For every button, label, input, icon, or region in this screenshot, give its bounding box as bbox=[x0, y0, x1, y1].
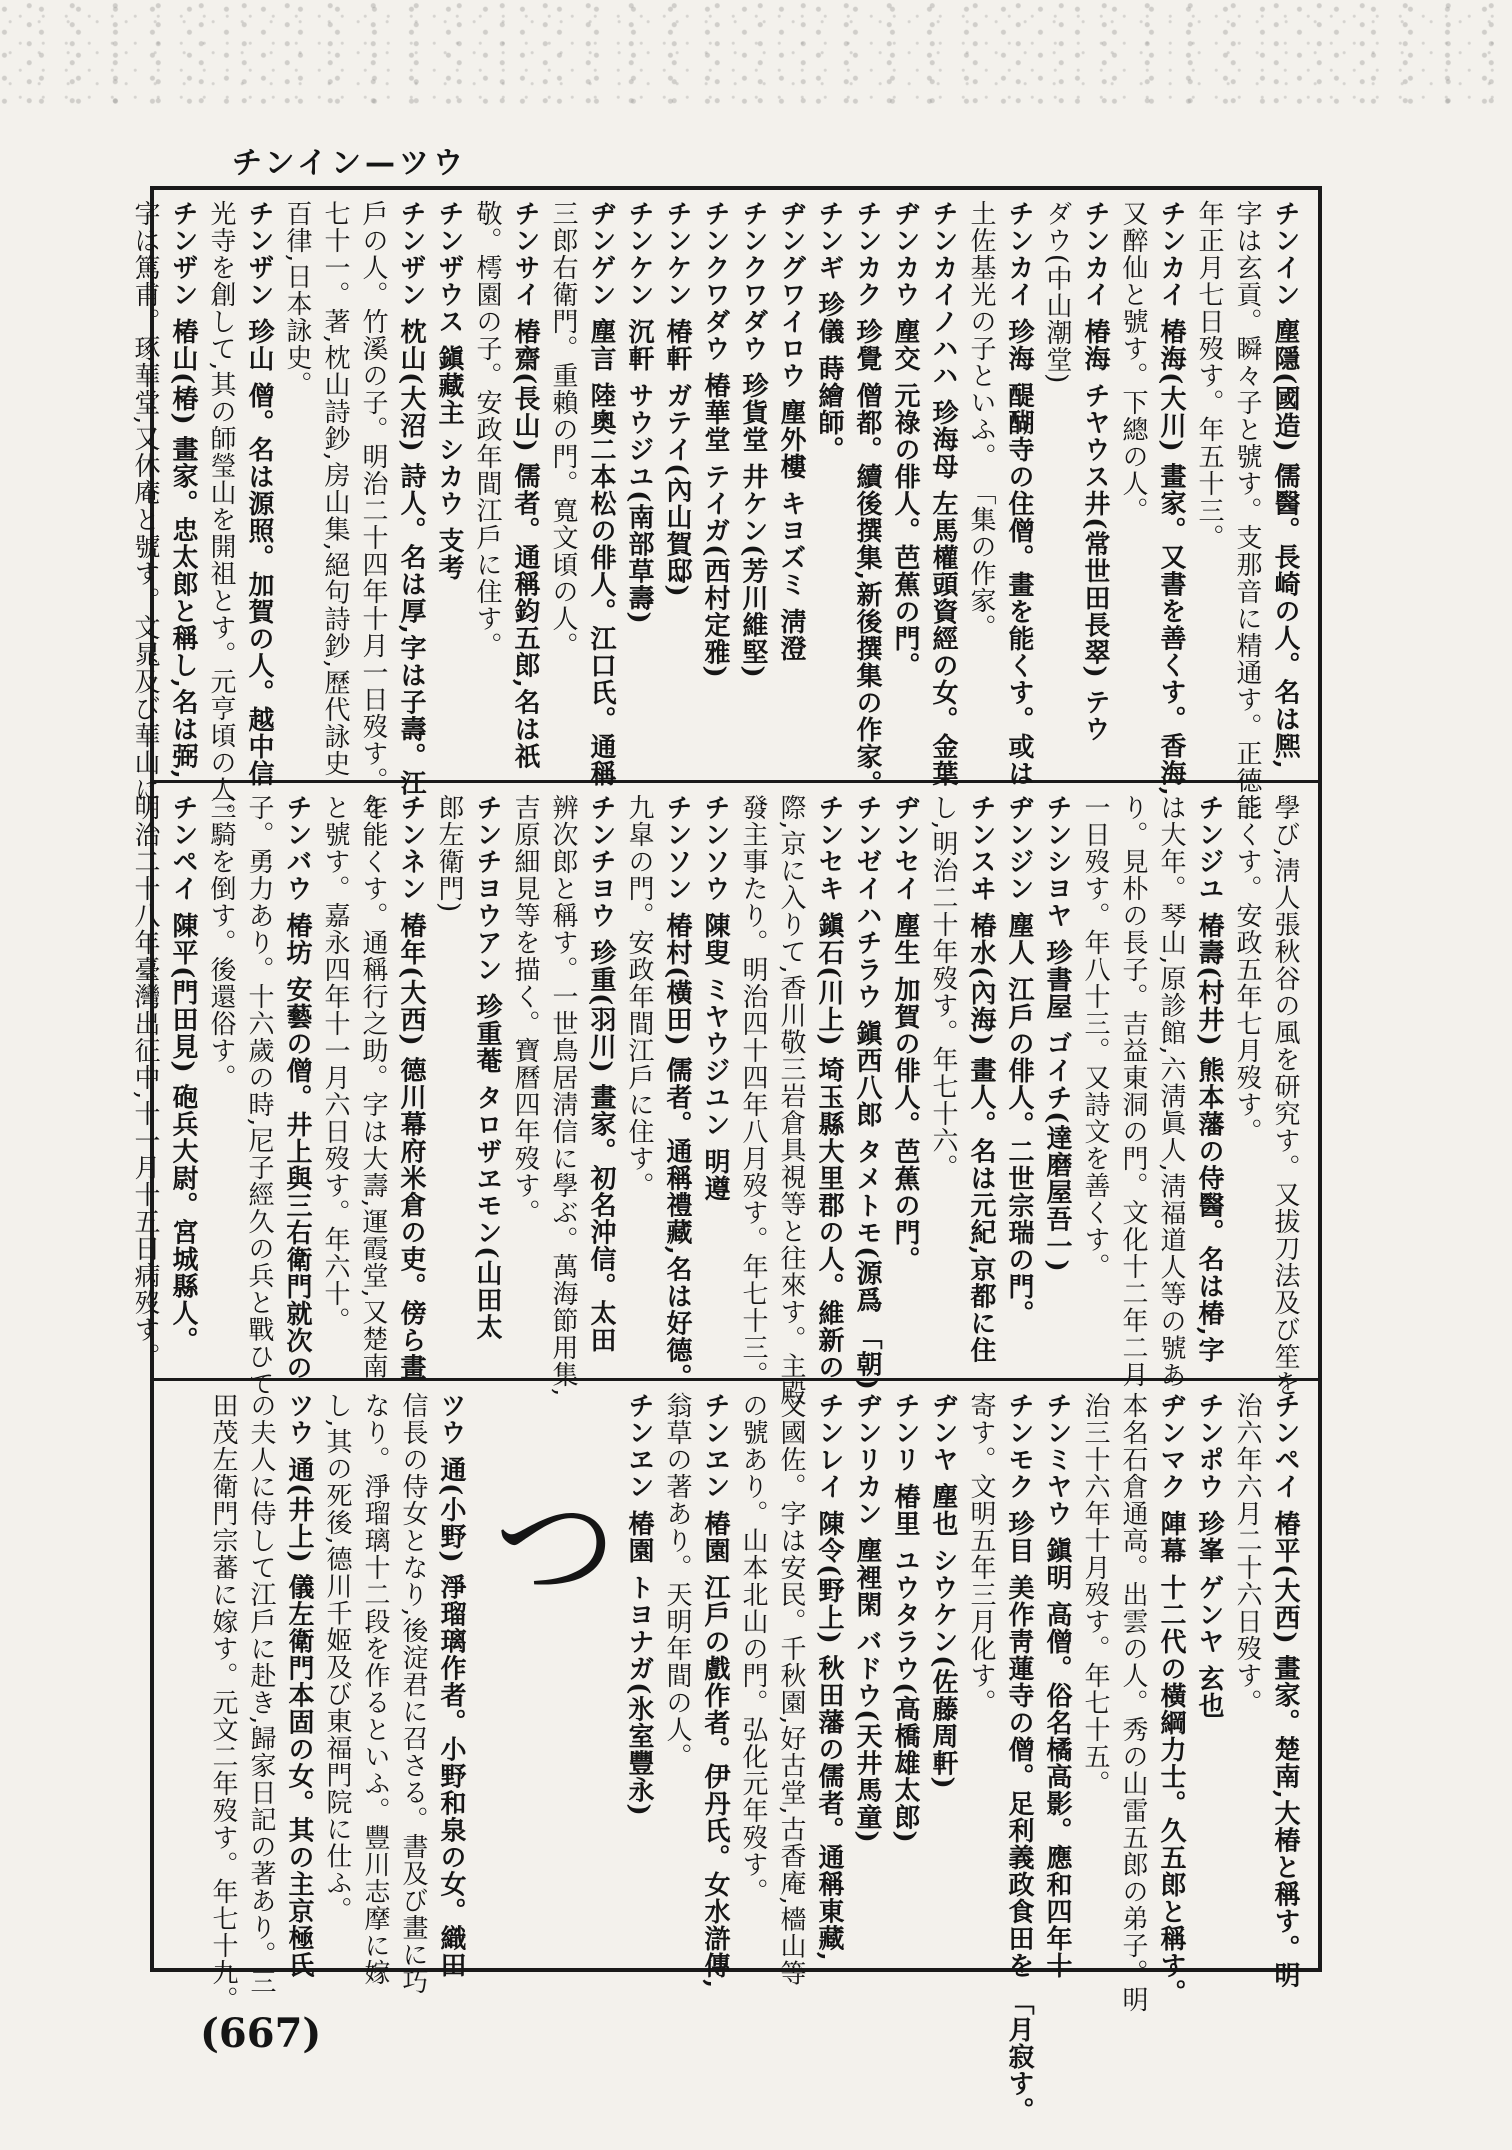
entry-column: を能くす。通稱行之助。字は大壽,運霞堂,又楚南 bbox=[358, 794, 388, 1380]
entry-column: ヂンマク 陣幕 十二代の橫綱力士。久五郎と稱す。 bbox=[1156, 1392, 1186, 2007]
entry-column: 本名石倉通高。出雲の人。秀の山雷五郎の弟子。明 bbox=[1118, 1392, 1148, 2013]
entry-column: チンペイ 椿平(大西) 畫家。楚南,大椿と稱す。明 bbox=[1270, 1392, 1300, 1989]
entry-column: チンモク 珍目 美作靑蓮寺の僧。足利義政食田を 「月寂す。 bbox=[1004, 1392, 1034, 2125]
entry-column: チンポウ 珍峯 ゲンヤ 玄也 bbox=[1194, 1392, 1224, 1720]
entry-column: チンケン 沉軒 サウジユ(南部草壽) bbox=[624, 200, 654, 625]
entry-column: チンカイ 珍海 醍醐寺の住僧。畫を能くす。或は bbox=[1004, 200, 1034, 788]
entry-column: 學び,淸人張秋谷の風を研究す。又拔刀法及び笙を bbox=[1270, 794, 1300, 1398]
entry-column: 一日歿す。年八十三。又詩文を善くす。 bbox=[1080, 794, 1110, 1280]
entry-column: ヂンリカン 塵裡閑 バドウ(天井馬童) bbox=[852, 1392, 882, 1844]
band-divider-1 bbox=[150, 780, 1322, 783]
entry-column: ツウ 通(井上) 儀左衛門本固の女。其の主京極氏 bbox=[284, 1392, 314, 1979]
entry-column: チンザン 枕山(大沼) 詩人。名は厚,字は子壽。江 bbox=[396, 200, 426, 797]
entry-column: 字は玄貢。瞬々子と號す。支那音に精通す。正德三 bbox=[1232, 200, 1262, 821]
entry-column: ダウ(中山潮堂) bbox=[1042, 200, 1072, 385]
entry-column: チンクワダウ 珍貨堂 井ケン(芳川維堅) bbox=[738, 200, 768, 679]
entry-column: と號す。嘉永四年十一月六日歿す。年六十。 bbox=[320, 794, 350, 1334]
entry-column: なり。淨瑠璃十二段を作るといふ。豐川志摩に嫁 bbox=[360, 1392, 390, 1986]
entry-column: チンセキ 鎭石(川上) 埼玉縣大里郡の人。維新の bbox=[814, 794, 844, 1381]
entry-column: チンソン 椿村(橫田) 儒者。通稱禮藏,名は好德。 bbox=[662, 794, 692, 1391]
entry-column: チンシヨヤ 珍書屋 ゴイチ(達磨屋吾一) bbox=[1042, 794, 1072, 1273]
entry-column: 戶の人。竹溪の子。明治二十四年十月一日歿す。年 bbox=[358, 200, 388, 821]
entry-column: 明治二十八年臺灣出征中,十一月十五日病歿す。 bbox=[130, 794, 160, 1371]
entry-column: 辨次郎と稱す。一世鳥居淸信に學ぶ。萬海節用集, bbox=[548, 794, 578, 1398]
entry-column: チンザン 珍山 僧。名は源照。加賀の人。越中信 bbox=[244, 200, 274, 788]
entry-column: チンチヨウアン 珍重菴 タロザヱモン(山田太 bbox=[472, 794, 502, 1341]
entry-column: チンリ 椿里 ユウタラウ(高橋雄太郎) bbox=[890, 1392, 920, 1844]
entry-column: 百律,日本詠史。 bbox=[282, 200, 312, 399]
entry-column: 土佐基光の子といふ。 「集の作家。 bbox=[966, 200, 996, 642]
entry-column: ヂンヤ 塵也 シウケン(佐藤周軒) bbox=[928, 1392, 958, 1790]
entry-column: 治三十六年十月歿す。年七十五。 bbox=[1080, 1392, 1110, 1797]
entry-column: チンチヨウ 珍重(羽川) 畫家。初名沖信。太田 bbox=[586, 794, 616, 1354]
entry-column: チンスヰ 椿水(內海) 畫人。名は元紀,京都に住 bbox=[966, 794, 996, 1364]
entry-column: チンカク 珍覺 僧都。續後撰集,新後撰集の作家。 bbox=[852, 200, 882, 798]
entry-column: チンバウ 椿坊 安藝の僧。井上與三右衛門就次の bbox=[282, 794, 312, 1382]
entry-column: の號あり。山本北山の門。弘化元年歿す。 bbox=[738, 1392, 768, 1905]
entry-column: 三騎を倒す。後還俗す。 bbox=[206, 794, 236, 1091]
entry-column: の夫人に侍して江戶に赴き,歸家日記の著あり。三 bbox=[246, 1392, 276, 1996]
entry-column: 翁草の著あり。天明年間の人。 bbox=[662, 1392, 692, 1770]
entry-column: 年正月七日歿す。年五十三。 bbox=[1194, 200, 1224, 551]
entry-column: し,明治二十年歿す。年七十六。 bbox=[928, 794, 958, 1182]
entry-column: ヂンセイ 塵生 加賀の俳人。芭蕉の門。 bbox=[890, 794, 920, 1274]
entry-column: 發主事たり。明治四十四年八月歿す。年七十三。 bbox=[738, 794, 768, 1388]
entry-column: チンミヤウ 鎭明 高僧。俗名橘高影。應和四年十 bbox=[1042, 1392, 1072, 1980]
entry-column: チンザン 椿山(椿) 畫家。忠太郎と稱し,名は弼, bbox=[168, 200, 198, 780]
entry-column: チンヱン 椿園 江戶の戲作者。伊丹氏。女水滸傳, bbox=[700, 1392, 730, 1990]
entry-column: チンネン 椿年(大西) 德川幕府米倉の吏。傍ら畫 bbox=[396, 794, 426, 1381]
entry-column: 田茂左衛門宗蕃に嫁す。元文二年歿す。年七十九。 bbox=[208, 1392, 238, 2013]
entry-column: チンカイノハハ 珍海母 左馬權頭資經の女。金葉 bbox=[928, 200, 958, 788]
entry-column: は大年。琴山,原診館,六淸眞人,淸福道人等の號あ bbox=[1156, 794, 1186, 1389]
entry-column: チンジユ 椿壽(村井) 熊本藩の侍醫。名は椿,字 bbox=[1194, 794, 1224, 1364]
entry-column: ツウ 通(小野) 淨瑠璃作者。小野和泉の女。織田 bbox=[436, 1392, 466, 1979]
entry-column: ヂンカウ 塵交 元祿の俳人。芭蕉の門。 bbox=[890, 200, 920, 680]
entry-column: チンクワダウ 椿華堂 テイガ(西村定雅) bbox=[700, 200, 730, 679]
entry-column: り。見朴の長子。吉益東洞の門。文化十二年二月 bbox=[1118, 794, 1148, 1388]
entry-column: 子。勇力あり。十六歲の時,尼子經久の兵と戰ひて bbox=[244, 794, 274, 1398]
entry-column: チンザウス 鎭藏主 シカウ 支考 bbox=[434, 200, 464, 582]
entry-column: チンカイ 椿海(大川) 畫家。又書を善くす。香海, bbox=[1156, 200, 1186, 797]
entry-column: ヂンジン 塵人 江戶の俳人。二世宗瑞の門。 bbox=[1004, 794, 1034, 1328]
entry-band-top bbox=[130, 196, 1310, 831]
page-number: (667) bbox=[200, 2010, 322, 2057]
entry-column: 吉原細見等を描く。寶曆四年歿す。 bbox=[510, 794, 540, 1226]
scan-speckle bbox=[0, 0, 1512, 110]
entry-column: チンソウ 陳叟 ミヤウジユン 明遵 bbox=[700, 794, 730, 1203]
entry-column: ヂングワイロウ 塵外樓 キヨズミ 淸澄 bbox=[776, 200, 806, 663]
entry-column: チンケン 椿軒 ガテイ(內山賀邸) bbox=[662, 200, 692, 598]
entry-column: チンギ 珍儀 蒔繪師。 bbox=[814, 200, 844, 464]
entry-band-middle bbox=[130, 790, 1310, 1407]
running-head: チンイン—ツウ bbox=[232, 146, 467, 181]
entry-column: 郎左衛門) bbox=[434, 794, 464, 914]
entry-column: チンゼイハチラウ 鎭西八郎 タメトモ(源爲 「朝) bbox=[852, 794, 882, 1391]
entry-column: チンサイ 椿齋(長山) 儒者。通稱鈞五郎,名は祇 bbox=[510, 200, 540, 770]
entry-column: 寄す。文明五年三月化す。 bbox=[966, 1392, 996, 1716]
entry-column: 三郎右衛門。重賴の門。寬文頃の人。 bbox=[548, 200, 578, 659]
entry-column: 治六年六月二十六日歿す。 bbox=[1232, 1392, 1262, 1716]
entry-column: チンヱン 椿園 トヨナガ(氷室豐永) bbox=[624, 1392, 654, 1817]
entry-column: 際,京に入りて,香川敬三岩倉具視等と往來す。主殿 bbox=[776, 794, 806, 1407]
entry-column: チンイン 塵隱(國造) 儒醫。長崎の人。名は熈, bbox=[1270, 200, 1300, 770]
kana-section-heading: つ bbox=[469, 1478, 621, 1608]
entry-column: 又國佐。字は安民。千秋園,好古堂,古香庵,檣山等 bbox=[776, 1392, 806, 1987]
entry-column: チンレイ 陳令(野上) 秋田藩の儒者。通稱東藏, bbox=[814, 1392, 844, 1962]
entry-column: 敬。樗園の子。安政年間江戶に住す。 bbox=[472, 200, 502, 659]
entry-column: チンペイ 陳平(門田見) 砲兵大尉。宮城縣人。 bbox=[168, 794, 198, 1354]
entry-column: 光寺を創して,其の師瑩山を開祖とす。元亨頃の人。 bbox=[206, 200, 236, 831]
entry-column: 字は篤甫。琢華堂,又休庵と號す。文晁及び華山に bbox=[130, 200, 160, 804]
entry-column: ヂンゲン 塵言 陸奧二本松の俳人。江口氏。通稱 bbox=[586, 200, 616, 788]
entry-column: 能くす。安政五年七月歿す。 bbox=[1232, 794, 1262, 1145]
entry-column: チンカイ 椿海 チヤウス井(常世田長翠) テウ bbox=[1080, 200, 1110, 743]
entry-column: し,其の死後,德川千姬及び東福門院に仕ふ。 bbox=[322, 1392, 352, 1924]
entry-column: 七十一。著,枕山詩鈔,房山集,絕句詩鈔,歷代詠史 bbox=[320, 200, 350, 778]
entry-column: 九皐の門。安政年間江戶に住す。 bbox=[624, 794, 654, 1199]
entry-column: 又醉仙と號す。下總の人。 bbox=[1118, 200, 1148, 524]
entry-column: 信長の侍女となり,後淀君に召さる。書及び畫に巧 bbox=[398, 1392, 428, 1996]
